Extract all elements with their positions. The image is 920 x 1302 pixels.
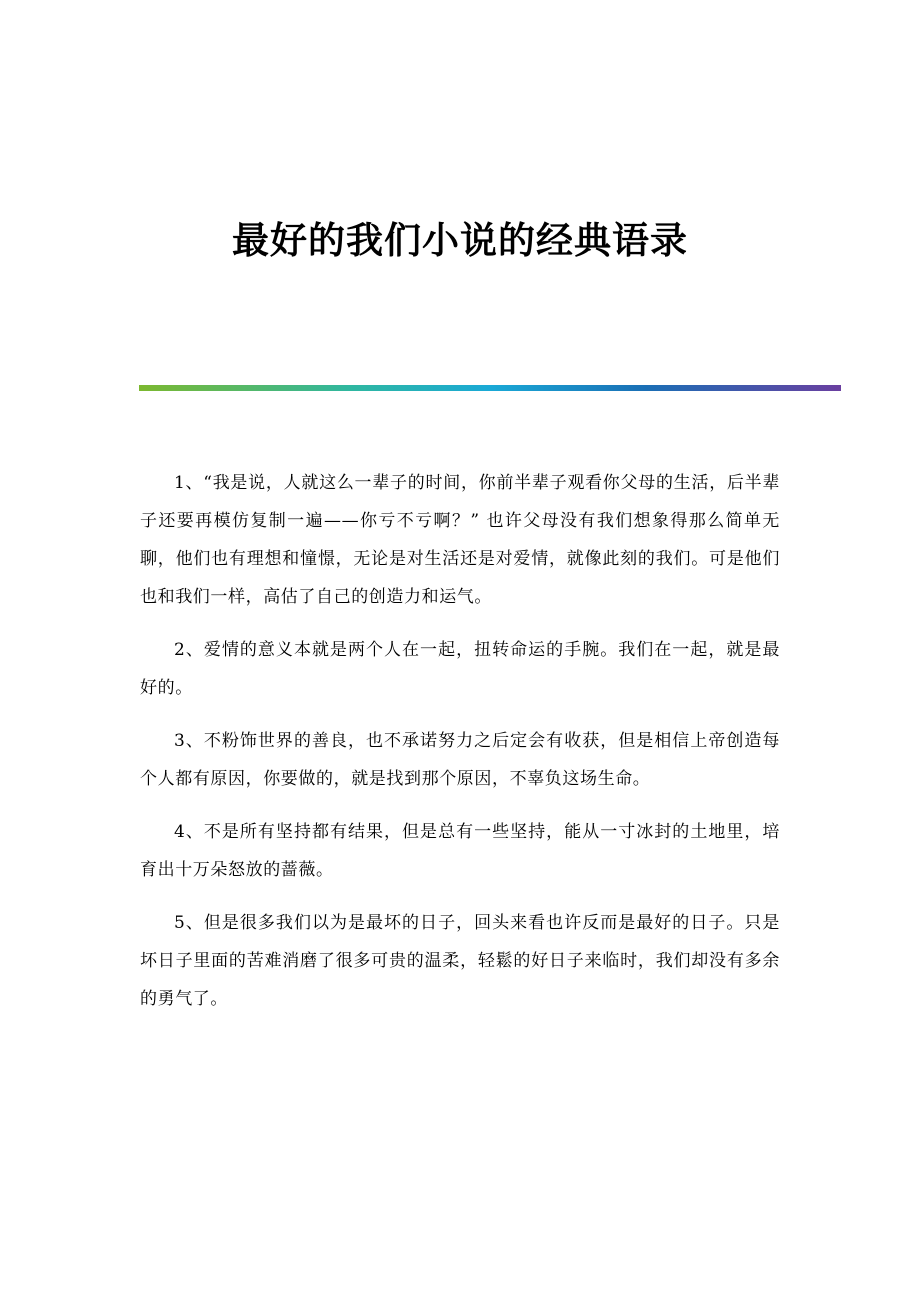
document-body [140, 464, 780, 1033]
decorative-gradient-divider [139, 385, 841, 391]
document-title: 最好的我们小说的经典语录 [232, 218, 688, 262]
quote-paragraph-2: 2、爱情的意义本就是两个人在一起，扭转命运的手腕。我们在一起，就是最好的。 [140, 640, 780, 698]
quote-paragraph-4: 4、不是所有坚持都有结果，但是总有一些坚持，能从一寸冰封的土地里，培育出十万朵怒放的蔷薇。 [140, 822, 780, 880]
quote-paragraph-3: 3、不粉饰世界的善良，也不承诺努力之后定会有收获，但是相信上帝创造每个人都有原因，你要做的，就是找到那个原因，不辜负这场生命。 [140, 731, 780, 789]
quote-paragraph-1: 1、“我是说，人就这么一辈子的时间，你前半辈子观看你父母的生活，后半辈子还要再模仿复制一遍——你亏不亏啊？” 也许父母没有我们想象得那么简单无聊，他们也有理想和憧憬，无论是对生活还是对爱情，就像此刻的我们。可是他们也和我们一样，高估了自己的创造力和运气。 [140, 473, 780, 607]
quote-paragraph-5: 5、但是很多我们以为是最坏的日子，回头来看也许反而是最好的日子。只是坏日子里面的苦难消磨了很多可贵的温柔，轻鬆的好日子来临时，我们却没有多余的勇气了。 [140, 913, 780, 1009]
